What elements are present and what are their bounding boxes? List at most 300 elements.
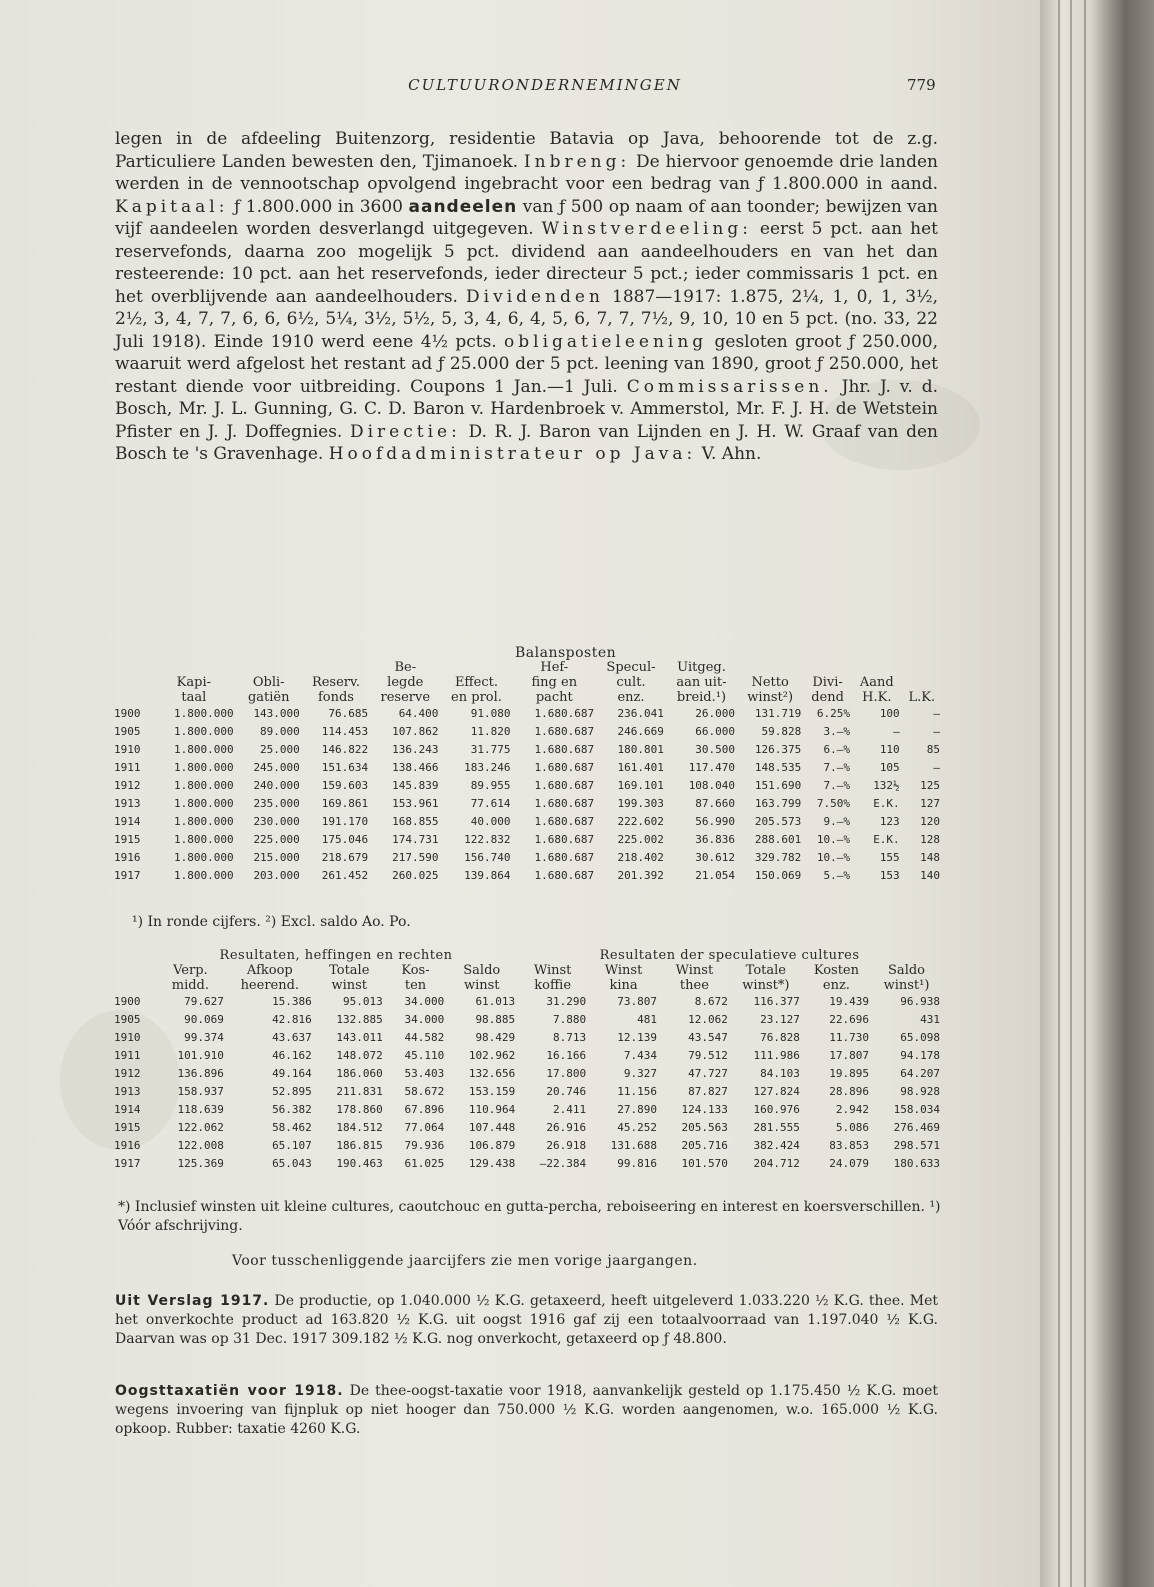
value-cell: 136.243 xyxy=(392,743,439,756)
bal-header-cell xyxy=(112,660,152,705)
value-cell: 8.672 xyxy=(694,995,728,1008)
speculatieve-caption: Resultaten der speculatieve cultures xyxy=(599,948,860,963)
value-cell: 1.800.000 xyxy=(174,707,234,720)
value-cell: 58.672 xyxy=(404,1085,445,1098)
value-cell: 66.000 xyxy=(695,725,736,738)
value-cell: 148 xyxy=(920,851,940,864)
value-cell: 131.719 xyxy=(754,707,802,720)
value-cell: 101.910 xyxy=(177,1049,224,1062)
value-cell: 156.740 xyxy=(464,851,511,864)
bal-header-cell: Hef- fing en pacht xyxy=(531,660,578,705)
bal-header-cell: Kapi- taal xyxy=(176,675,212,705)
value-cell: 91.080 xyxy=(470,707,511,720)
value-cell: 23.127 xyxy=(760,1013,800,1026)
value-cell: 138.466 xyxy=(392,761,439,774)
text-run: V. Ahn. xyxy=(696,444,762,464)
value-cell: 117.470 xyxy=(688,761,736,774)
resultaten-caption: Resultaten, heffingen en rechten xyxy=(219,948,453,963)
value-cell: 180.633 xyxy=(893,1157,940,1170)
value-cell: 161.401 xyxy=(617,761,664,774)
value-cell: —22.384 xyxy=(539,1157,587,1170)
value-cell: 12.139 xyxy=(617,1031,657,1044)
value-cell: 58.462 xyxy=(272,1121,312,1134)
value-cell: 1.680.687 xyxy=(534,761,595,774)
value-cell: 148.535 xyxy=(754,761,802,774)
text-run: gesloten groot ƒ 250.000, waaruit werd afgelost het restant ad ƒ 25.000 der 5 pct. leening van 1890, groot ƒ 250.000, het restant diende voor uitbreiding. Coupons 1 Jan.—1 Juli. xyxy=(115,331,939,397)
value-cell: 1.680.687 xyxy=(534,743,595,756)
value-cell: 84.103 xyxy=(760,1067,800,1080)
value-cell: 183.246 xyxy=(464,761,511,774)
value-cell: 180.801 xyxy=(617,743,664,756)
blank-cell xyxy=(112,948,155,963)
value-cell: 155 xyxy=(879,851,900,864)
value-cell: 96.938 xyxy=(900,995,940,1008)
value-cell: E.K. xyxy=(873,797,900,810)
value-cell: 52.895 xyxy=(272,1085,312,1098)
value-cell: 7.880 xyxy=(552,1013,587,1026)
value-cell: 53.403 xyxy=(404,1067,445,1080)
text-run: Jhr. J. v. d. Bosch, Mr. J. L. Gunning, G. C. D. Baron v. Hardenbroek v. Ammerstol, Mr. F. J. H. de Wetstein Pfister en J. J. Doffegnies. xyxy=(115,376,938,442)
value-cell: 143.000 xyxy=(253,707,300,720)
value-cell: 136.896 xyxy=(177,1067,224,1080)
value-cell: — xyxy=(933,725,940,738)
value-cell: 34.000 xyxy=(404,995,445,1008)
value-cell: 281.555 xyxy=(753,1121,800,1134)
value-cell: 481 xyxy=(637,1013,657,1026)
value-cell: 24.079 xyxy=(829,1157,870,1170)
value-cell: 260.025 xyxy=(392,869,439,882)
text-run: legen in de afdeeling Buitenzorg, residentie Batavia op Java, behoorende tot de z.g. Particuliere Landen bewesten den, Tjimanoek. xyxy=(115,129,938,172)
company-description xyxy=(115,128,938,466)
value-cell: 245.000 xyxy=(253,761,300,774)
value-cell: 98.885 xyxy=(475,1013,516,1026)
page-edge-line xyxy=(1058,0,1060,1587)
value-cell: 90.069 xyxy=(184,1013,224,1026)
value-cell: 87.660 xyxy=(695,797,736,810)
value-cell: 7.434 xyxy=(623,1049,657,1062)
res-header-cell: Verp. midd. xyxy=(171,963,210,993)
value-cell: 26.918 xyxy=(546,1139,587,1152)
resultaten-table xyxy=(112,948,942,1173)
value-cell: 34.000 xyxy=(404,1013,445,1026)
value-cell: 56.382 xyxy=(272,1103,312,1116)
value-cell: 3.—% xyxy=(823,725,850,738)
value-cell: 28.896 xyxy=(829,1085,870,1098)
value-cell: 123 xyxy=(879,815,900,828)
year-cell: 1911 xyxy=(114,1049,141,1062)
value-cell: 30.612 xyxy=(695,851,736,864)
value-cell: 129.438 xyxy=(468,1157,516,1170)
res-header-cell: Saldo winst xyxy=(463,963,501,993)
value-cell: 26.000 xyxy=(695,707,736,720)
text-run: De hiervoor genoemde drie landen werden in de vennootschap opvolgend ingebracht voor een bedrag van ƒ 1.800.000 in aand. xyxy=(115,151,939,194)
obligatieleening-label: obligatieleening xyxy=(504,331,708,352)
bal-header-cell: L.K. xyxy=(908,690,936,705)
value-cell: 45.252 xyxy=(617,1121,657,1134)
bal-header-cell: Be- legde reserve xyxy=(380,660,431,705)
value-cell: 45.110 xyxy=(404,1049,445,1062)
year-cell: 1914 xyxy=(114,815,141,828)
value-cell: 1.800.000 xyxy=(174,833,234,846)
value-cell: 61.025 xyxy=(404,1157,445,1170)
value-cell: 1.680.687 xyxy=(534,851,595,864)
year-cell: 1912 xyxy=(114,779,141,792)
value-cell: 25.000 xyxy=(260,743,300,756)
value-cell: 2.942 xyxy=(835,1103,870,1116)
value-cell: 1.680.687 xyxy=(534,833,595,846)
value-cell: 201.392 xyxy=(617,869,664,882)
value-cell: 2.411 xyxy=(552,1103,587,1116)
value-cell: 153 xyxy=(879,869,900,882)
text-run: D. R. J. Baron van Lijnden en J. H. W. Graaf van den Bosch te 's Gravenhage. xyxy=(115,421,938,464)
oogsttaxatie-text: De thee-oogst-taxatie voor 1918, aanvankelijk gesteld op 1.175.450 ½ K.G. moet wegens invoering van fijnpluk op niet hooger dan 750.000 ½ K.G. worden aangenomen, w.o. 165.000 ½ K.G. opkoop. Rubber: taxatie 4260 K.G. xyxy=(115,1383,939,1437)
value-cell: 27.890 xyxy=(617,1103,657,1116)
value-cell: 73.807 xyxy=(617,995,657,1008)
value-cell: 31.290 xyxy=(546,995,587,1008)
value-cell: 143.011 xyxy=(336,1031,383,1044)
page-edge-line xyxy=(1084,0,1086,1587)
value-cell: 107.862 xyxy=(392,725,439,738)
value-cell: 131.688 xyxy=(610,1139,657,1152)
value-cell: 76.685 xyxy=(328,707,369,720)
value-cell: 246.669 xyxy=(617,725,664,738)
value-cell: 17.800 xyxy=(546,1067,587,1080)
table-body xyxy=(112,705,942,885)
year-cell: 1910 xyxy=(114,743,141,756)
value-cell: 59.828 xyxy=(761,725,802,738)
value-cell: 65.043 xyxy=(272,1157,312,1170)
resultaten-footnote: *) Inclusief winsten uit kleine cultures, caoutchouc en gutta-percha, reboiseering en interest en koersverschillen. ¹) Vóór afschrijving. xyxy=(118,1199,941,1234)
value-cell: 191.170 xyxy=(321,815,369,828)
value-cell: 79.627 xyxy=(184,995,224,1008)
value-cell: 1.800.000 xyxy=(174,779,234,792)
value-cell: 127 xyxy=(920,797,940,810)
text-run: 1887—1917: 1.875, 2¼, 1, 0, 1, 3½, 2½, 3, 4, 7, 7, 6, 6, 6½, 5¼, 3½, 5½, 5, 3, 4, 6, 4, 5, 6, 7, 7, 7½, 9, 10, 10 en 5 pct. (no. 33, 22 Juli 1918). Einde 1910 werd eene 4½ pcts. xyxy=(115,286,938,352)
year-cell: 1915 xyxy=(114,1121,141,1134)
text-run: ƒ 1.800.000 in 3600 xyxy=(228,196,409,217)
balansposten-table xyxy=(112,660,942,885)
value-cell: 5.—% xyxy=(823,869,850,882)
value-cell: 47.727 xyxy=(688,1067,728,1080)
value-cell: 128 xyxy=(920,833,940,846)
verslag-paragraph xyxy=(115,1292,938,1349)
value-cell: 1.800.000 xyxy=(174,869,234,882)
year-cell: 1900 xyxy=(114,707,141,720)
value-cell: 178.860 xyxy=(336,1103,383,1116)
value-cell: 101.570 xyxy=(681,1157,728,1170)
bal-header-cell: Aand H.K. xyxy=(859,675,894,705)
value-cell: 186.060 xyxy=(336,1067,383,1080)
value-cell: 225.000 xyxy=(253,833,300,846)
value-cell: 77.614 xyxy=(470,797,511,810)
table-row xyxy=(112,1119,942,1137)
value-cell: 9.327 xyxy=(623,1067,657,1080)
value-cell: 6.25% xyxy=(816,707,850,720)
value-cell: 99.816 xyxy=(617,1157,657,1170)
value-cell: 151.634 xyxy=(321,761,369,774)
value-cell: — xyxy=(933,707,940,720)
balans-footnote: ¹) In ronde cijfers. ²) Excl. saldo Ao. Po. xyxy=(132,914,411,930)
value-cell: 15.386 xyxy=(272,995,312,1008)
value-cell: 190.463 xyxy=(336,1157,383,1170)
value-cell: 10.—% xyxy=(816,851,850,864)
value-cell: 67.896 xyxy=(404,1103,445,1116)
running-head: CULTUURONDERNEMINGEN xyxy=(408,76,682,94)
value-cell: 65.098 xyxy=(900,1031,940,1044)
value-cell: 95.013 xyxy=(342,995,383,1008)
value-cell: 230.000 xyxy=(253,815,300,828)
value-cell: 329.782 xyxy=(754,851,802,864)
value-cell: 21.054 xyxy=(695,869,736,882)
value-cell: 1.680.687 xyxy=(534,869,595,882)
value-cell: 235.000 xyxy=(253,797,300,810)
table-row xyxy=(112,1083,942,1101)
value-cell: 89.000 xyxy=(260,725,300,738)
value-cell: 19.895 xyxy=(829,1067,870,1080)
table-row xyxy=(112,849,942,867)
value-cell: 22.696 xyxy=(829,1013,870,1026)
book-spine-edge xyxy=(1040,0,1154,1587)
bal-header-cell: Divi- dend xyxy=(811,675,844,705)
value-cell: 5.086 xyxy=(835,1121,870,1134)
value-cell: 148.072 xyxy=(336,1049,383,1062)
res-header-cell: Kos- ten xyxy=(401,963,430,993)
res-header-cell: Totale winst*) xyxy=(742,963,790,993)
table-row xyxy=(112,705,942,723)
year-cell: 1917 xyxy=(114,1157,141,1170)
oogsttaxatie-label: Oogsttaxatiën voor 1918. xyxy=(115,1383,344,1399)
res-header-cell: Kosten enz. xyxy=(813,963,859,993)
table-row xyxy=(112,1065,942,1083)
value-cell: 94.178 xyxy=(900,1049,940,1062)
value-cell: 43.637 xyxy=(272,1031,312,1044)
value-cell: 1.800.000 xyxy=(174,797,234,810)
value-cell: 140 xyxy=(920,869,940,882)
value-cell: 174.731 xyxy=(392,833,439,846)
value-cell: 225.002 xyxy=(617,833,664,846)
value-cell: 10.—% xyxy=(816,833,850,846)
table-caption-row xyxy=(112,948,942,963)
value-cell: 43.547 xyxy=(688,1031,728,1044)
value-cell: 132½ xyxy=(873,779,900,792)
value-cell: 184.512 xyxy=(336,1121,383,1134)
value-cell: 108.040 xyxy=(688,779,736,792)
value-cell: 11.156 xyxy=(617,1085,657,1098)
value-cell: 1.680.687 xyxy=(534,779,595,792)
res-header-cell: Totale winst xyxy=(329,963,370,993)
value-cell: 105 xyxy=(879,761,900,774)
value-cell: 159.603 xyxy=(321,779,369,792)
value-cell: 85 xyxy=(926,743,940,756)
hoofdadministrateur-label: Hoofdadministrateur op Java: xyxy=(328,444,697,464)
value-cell: 153.961 xyxy=(392,797,439,810)
value-cell: 1.680.687 xyxy=(534,815,595,828)
value-cell: 218.402 xyxy=(617,851,664,864)
value-cell: 44.582 xyxy=(404,1031,445,1044)
value-cell: 204.712 xyxy=(753,1157,800,1170)
value-cell: 125.369 xyxy=(177,1157,224,1170)
aandeelen-keyword: aandeelen xyxy=(408,196,518,217)
bal-header-cell: Specul- cult. enz. xyxy=(606,660,656,705)
value-cell: 49.164 xyxy=(272,1067,312,1080)
verslag-text: De productie, op 1.040.000 ½ K.G. getaxeerd, heeft uitgeleverd 1.033.220 ½ K.G. thee. Met het onverkochte product ad 163.820 ½ K.G. uit oogst 1916 gaf zij een totaalvoorraad van 1.197.040 ½ K.G. Daarvan was op 31 Dec. 1917 309.182 ½ K.G. nog onverkocht, getaxeerd op ƒ 48.800. xyxy=(115,1293,938,1347)
value-cell: 9.—% xyxy=(823,815,850,828)
page-edge-line xyxy=(1070,0,1072,1587)
bal-header-cell: Obli- gatiën xyxy=(247,675,290,705)
inbreng-label: Inbreng: xyxy=(523,151,631,172)
verslag-label: Uit Verslag 1917. xyxy=(115,1293,270,1309)
value-cell: 76.828 xyxy=(760,1031,800,1044)
kapitaal-label: Kapitaal: xyxy=(115,196,229,217)
value-cell: 6.—% xyxy=(823,743,850,756)
value-cell: 145.839 xyxy=(392,779,439,792)
value-cell: 100 xyxy=(879,707,900,720)
value-cell: 122.832 xyxy=(464,833,511,846)
note-years: Voor tusschenliggende jaarcijfers zie men vorige jaargangen. xyxy=(232,1253,698,1269)
year-cell: 1905 xyxy=(114,1013,141,1026)
value-cell: 169.861 xyxy=(321,797,369,810)
winstverdeeling-label: Winstverdeeling: xyxy=(541,219,752,239)
value-cell: 175.046 xyxy=(321,833,369,846)
value-cell: 98.429 xyxy=(475,1031,516,1044)
table-row xyxy=(112,1047,942,1065)
value-cell: 276.469 xyxy=(893,1121,940,1134)
value-cell: 127.824 xyxy=(753,1085,800,1098)
value-cell: 158.937 xyxy=(177,1085,224,1098)
table-header-row xyxy=(112,660,942,705)
value-cell: 150.069 xyxy=(754,869,802,882)
value-cell: 125 xyxy=(920,779,940,792)
value-cell: 1.680.687 xyxy=(534,725,595,738)
year-cell: 1914 xyxy=(114,1103,141,1116)
value-cell: 132.656 xyxy=(468,1067,516,1080)
year-cell: 1900 xyxy=(114,995,141,1008)
value-cell: 1.680.687 xyxy=(534,707,595,720)
value-cell: 1.800.000 xyxy=(174,725,234,738)
bal-header-cell: Reserv. fonds xyxy=(311,675,360,705)
value-cell: 42.816 xyxy=(272,1013,312,1026)
year-cell: 1915 xyxy=(114,833,141,846)
value-cell: 79.936 xyxy=(404,1139,445,1152)
value-cell: 114.453 xyxy=(321,725,369,738)
value-cell: 11.820 xyxy=(470,725,511,738)
value-cell: 118.639 xyxy=(177,1103,224,1116)
value-cell: 1.800.000 xyxy=(174,851,234,864)
value-cell: 106.879 xyxy=(468,1139,516,1152)
table-row xyxy=(112,795,942,813)
value-cell: 132.885 xyxy=(336,1013,383,1026)
value-cell: 382.424 xyxy=(753,1139,800,1152)
value-cell: 11.730 xyxy=(829,1031,870,1044)
value-cell: 64.207 xyxy=(900,1067,940,1080)
value-cell: 153.159 xyxy=(468,1085,516,1098)
table-row xyxy=(112,1155,942,1173)
balansposten-caption: Balansposten xyxy=(515,645,617,661)
year-cell: 1905 xyxy=(114,725,141,738)
bal-header-cell: Netto winst²) xyxy=(747,675,794,705)
value-cell: 1.800.000 xyxy=(174,815,234,828)
value-cell: 124.133 xyxy=(681,1103,728,1116)
value-cell: 17.807 xyxy=(829,1049,870,1062)
value-cell: 110 xyxy=(879,743,900,756)
value-cell: 218.679 xyxy=(321,851,369,864)
table-row xyxy=(112,867,942,885)
year-cell: 1916 xyxy=(114,851,141,864)
year-cell: 1912 xyxy=(114,1067,141,1080)
value-cell: 240.000 xyxy=(253,779,300,792)
value-cell: 139.864 xyxy=(464,869,511,882)
value-cell: 122.062 xyxy=(177,1121,224,1134)
value-cell: 126.375 xyxy=(754,743,802,756)
table-row xyxy=(112,1101,942,1119)
value-cell: 217.590 xyxy=(392,851,439,864)
value-cell: 1.680.687 xyxy=(534,797,595,810)
value-cell: 8.713 xyxy=(552,1031,587,1044)
table-row xyxy=(112,1137,942,1155)
value-cell: 7.—% xyxy=(823,761,850,774)
value-cell: 158.034 xyxy=(893,1103,940,1116)
value-cell: 111.986 xyxy=(753,1049,800,1062)
value-cell: 151.690 xyxy=(754,779,802,792)
value-cell: 99.374 xyxy=(184,1031,224,1044)
value-cell: 288.601 xyxy=(754,833,802,846)
oogsttaxatie-paragraph xyxy=(115,1382,938,1439)
directie-label: Directie: xyxy=(349,421,461,442)
value-cell: 30.500 xyxy=(695,743,736,756)
value-cell: 211.831 xyxy=(336,1085,383,1098)
table-row xyxy=(112,741,942,759)
page-number: 779 xyxy=(907,76,936,94)
year-cell: 1916 xyxy=(114,1139,141,1152)
value-cell: 40.000 xyxy=(470,815,511,828)
table-row xyxy=(112,831,942,849)
value-cell: 169.101 xyxy=(617,779,664,792)
value-cell: 46.162 xyxy=(272,1049,312,1062)
value-cell: 16.166 xyxy=(546,1049,587,1062)
commissarissen-label: Commissarissen. xyxy=(626,376,833,397)
value-cell: 146.822 xyxy=(321,743,369,756)
value-cell: 19.439 xyxy=(829,995,870,1008)
value-cell: 7.50% xyxy=(816,797,850,810)
table-row xyxy=(112,1029,942,1047)
value-cell: 168.855 xyxy=(392,815,439,828)
value-cell: — xyxy=(893,725,900,738)
text-run: van ƒ 500 op naam of aan toonder; bewijzen van vijf aandeelen worden desverlangd uitgegeven. xyxy=(115,196,938,239)
res-header-cell: Winst koffie xyxy=(533,963,572,993)
value-cell: 1.800.000 xyxy=(174,743,234,756)
value-cell: 236.041 xyxy=(617,707,664,720)
value-cell: 205.573 xyxy=(754,815,802,828)
value-cell: 83.853 xyxy=(829,1139,870,1152)
value-cell: 298.571 xyxy=(893,1139,940,1152)
value-cell: 215.000 xyxy=(253,851,300,864)
value-cell: 12.062 xyxy=(688,1013,728,1026)
dividenden-label: Dividenden xyxy=(466,286,604,307)
bal-header-cell: Uitgeg. aan uit- breid.¹) xyxy=(676,660,727,705)
value-cell: 7.—% xyxy=(823,779,850,792)
value-cell: 61.013 xyxy=(475,995,516,1008)
year-cell: 1913 xyxy=(114,797,141,810)
value-cell: 199.303 xyxy=(617,797,664,810)
res-header-cell: Winst thee xyxy=(675,963,714,993)
year-cell: 1913 xyxy=(114,1085,141,1098)
value-cell: 205.716 xyxy=(681,1139,728,1152)
table-header-row xyxy=(112,963,942,993)
value-cell: 160.976 xyxy=(753,1103,800,1116)
value-cell: 186.815 xyxy=(336,1139,383,1152)
value-cell: 77.064 xyxy=(404,1121,445,1134)
value-cell: 431 xyxy=(920,1013,940,1026)
